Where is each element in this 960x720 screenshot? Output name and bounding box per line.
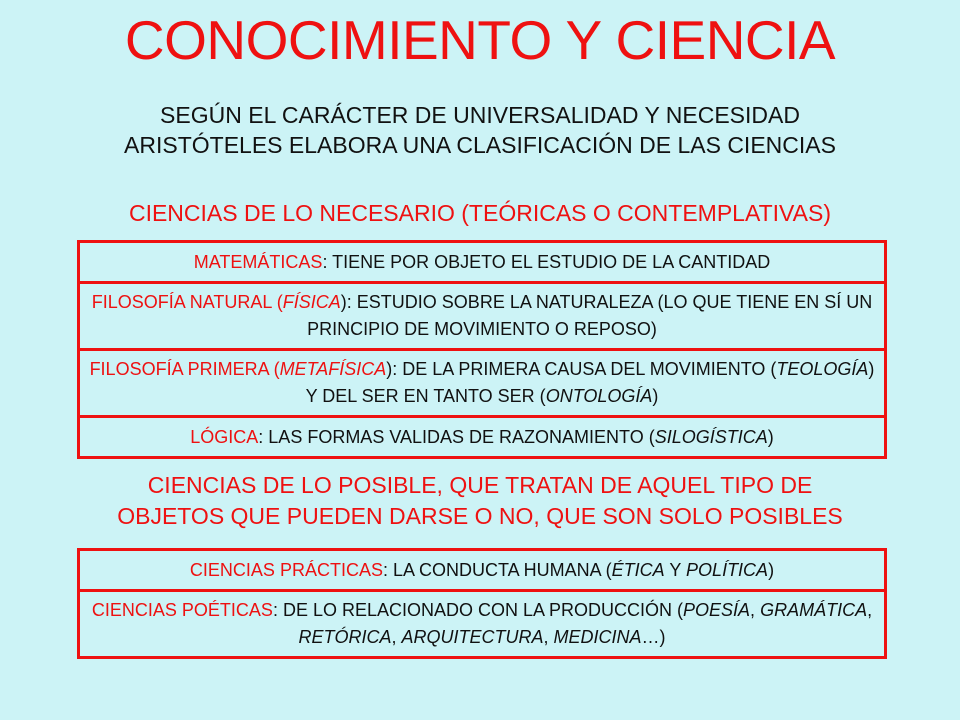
sep-2: , bbox=[867, 600, 873, 620]
desc-poeticas-end: …) bbox=[641, 627, 666, 647]
desc-filosofia-natural: ): ESTUDIO SOBRE LA NATURALEZA (LO QUE TIENE EN SÍ UN PRINCIPIO DE MOVIMIENTO O REPOSO) bbox=[307, 292, 873, 339]
table-row-practicas bbox=[79, 550, 886, 591]
possible-sciences-table bbox=[77, 548, 887, 659]
desc-practicas-1: : LA CONDUCTA HUMANA ( bbox=[382, 559, 612, 580]
desc-filosofia-primera-2: ) Y DEL SER EN TANTO SER ( bbox=[305, 359, 875, 406]
table-row-poeticas bbox=[79, 591, 886, 658]
italic-ontologia: ONTOLOGÍA bbox=[545, 386, 653, 406]
page-title: CONOCIMIENTO Y CIENCIA bbox=[124, 9, 836, 71]
section-posible-line-2: OBJETOS QUE PUEDEN DARSE O NO, QUE SON SOLO POSIBLES bbox=[117, 503, 843, 529]
italic-poesia: POESÍA bbox=[683, 600, 751, 620]
section-posible-line-1: CIENCIAS DE LO POSIBLE, QUE TRATAN DE AQUEL TIPO DE bbox=[147, 472, 813, 498]
term-filosofia-natural: FILOSOFÍA NATURAL bbox=[91, 292, 272, 312]
desc-filosofia-primera-3: ) bbox=[652, 386, 659, 406]
term-poeticas: CIENCIAS POÉTICAS bbox=[91, 600, 273, 620]
cell-filosofia-primera bbox=[79, 350, 886, 417]
paren-filosofia-natural: ( bbox=[271, 292, 283, 312]
italic-retorica: RETÓRICA bbox=[298, 627, 392, 647]
sep-3: , bbox=[391, 627, 402, 647]
cell-matematicas bbox=[79, 242, 886, 283]
italic-gramatica: GRAMÁTICA bbox=[760, 600, 868, 620]
sep-4: , bbox=[543, 627, 554, 647]
cell-filosofia-natural bbox=[79, 283, 886, 350]
italic-etica: ÉTICA bbox=[611, 559, 665, 580]
section-necesario-heading: CIENCIAS DE LO NECESARIO (TEÓRICAS O CONTEMPLATIVAS) bbox=[128, 200, 832, 226]
desc-logica-1: : LAS FORMAS VALIDAS DE RAZONAMIENTO ( bbox=[258, 426, 655, 447]
section-posible-heading bbox=[20, 470, 940, 532]
italic-silogistica: SILOGÍSTICA bbox=[654, 426, 768, 447]
term-practicas: CIENCIAS PRÁCTICAS bbox=[189, 559, 383, 580]
italic-metafisica: METAFÍSICA bbox=[279, 359, 387, 379]
term-filosofia-primera: FILOSOFÍA PRIMERA bbox=[89, 359, 269, 379]
paren-filosofia-primera: ( bbox=[268, 359, 280, 379]
table-row-logica bbox=[79, 417, 886, 458]
desc-filosofia-primera-1: ): DE LA PRIMERA CAUSA DEL MOVIMIENTO ( bbox=[386, 359, 777, 379]
italic-teologia: TEOLOGÍA bbox=[776, 359, 869, 379]
desc-poeticas-1: : DE LO RELACIONADO CON LA PRODUCCIÓN ( bbox=[272, 600, 684, 620]
term-matematicas: MATEMÁTICAS bbox=[193, 251, 323, 272]
table-row-filosofia-natural bbox=[79, 283, 886, 350]
cell-poeticas bbox=[79, 591, 886, 658]
italic-arquitectura: ARQUITECTURA bbox=[401, 627, 544, 647]
table-row-filosofia-primera bbox=[79, 350, 886, 417]
intro-line-2: ARISTÓTELES ELABORA UNA CLASIFICACIÓN DE LAS CIENCIAS bbox=[124, 132, 836, 158]
cell-logica bbox=[79, 417, 886, 458]
desc-practicas-2: Y bbox=[664, 559, 687, 580]
sep-1: , bbox=[750, 600, 761, 620]
italic-politica: POLÍTICA bbox=[686, 559, 769, 580]
desc-logica-2: ) bbox=[767, 426, 774, 447]
desc-practicas-3: ) bbox=[768, 559, 775, 580]
table-row-matematicas bbox=[79, 242, 886, 283]
intro-line-1: SEGÚN EL CARÁCTER DE UNIVERSALIDAD Y NECESIDAD bbox=[160, 102, 800, 128]
term-logica: LÓGICA bbox=[190, 426, 259, 447]
intro-text bbox=[20, 100, 940, 160]
italic-medicina: MEDICINA bbox=[553, 627, 642, 647]
desc-matematicas: : TIENE POR OBJETO EL ESTUDIO DE LA CANTIDAD bbox=[322, 251, 771, 272]
theoretical-sciences-table bbox=[77, 240, 887, 459]
italic-fisica: FÍSICA bbox=[282, 292, 341, 312]
cell-practicas bbox=[79, 550, 886, 591]
